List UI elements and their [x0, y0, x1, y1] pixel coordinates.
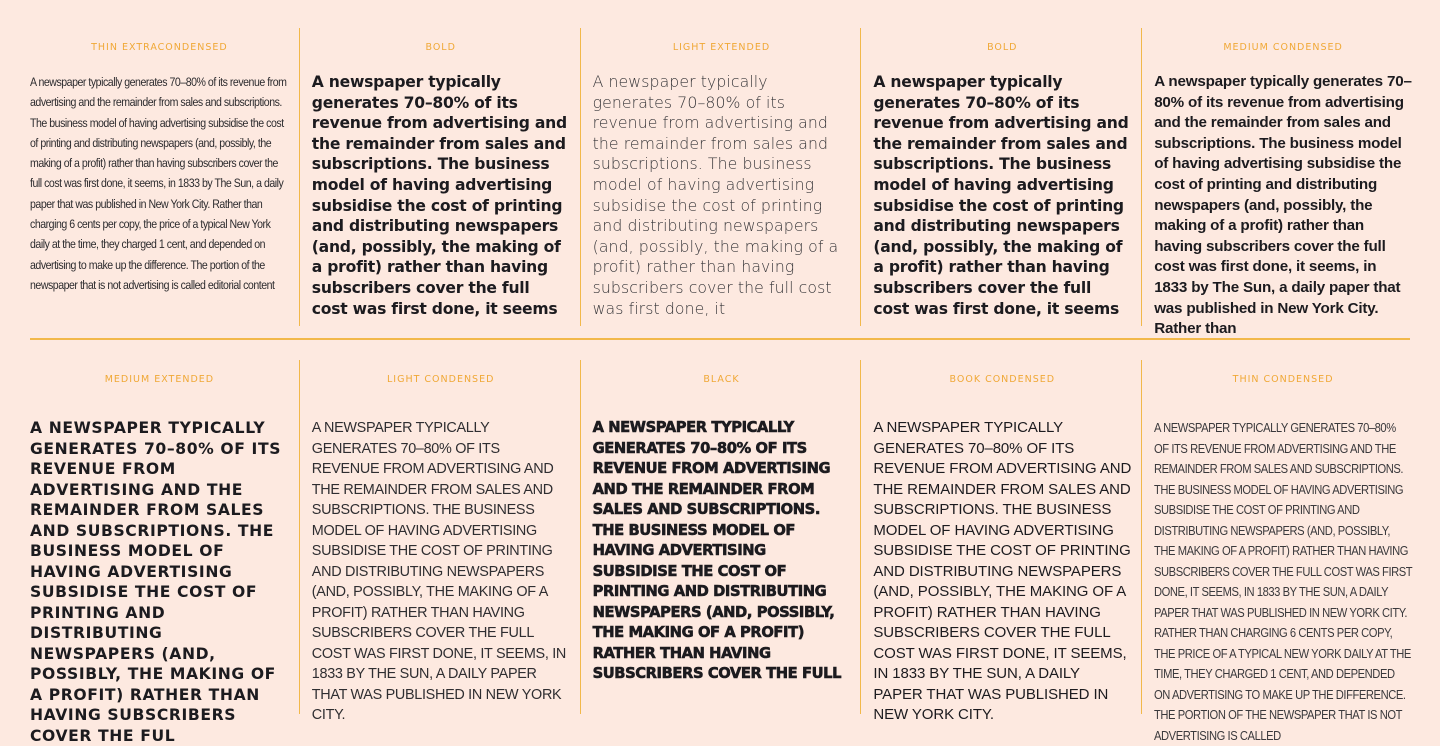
- style-label: BOLD: [425, 42, 456, 53]
- specimen-medium-condensed: [1141, 28, 1422, 338]
- style-label: THIN EXTRACONDENSED: [91, 42, 228, 53]
- style-label: MEDIUM CONDENSED: [1223, 42, 1343, 53]
- specimen-bold-2: [860, 28, 1141, 326]
- specimen-thin-extracondensed: [18, 28, 299, 326]
- specimen-book-condensed: [860, 360, 1141, 723]
- style-label: BOLD: [987, 42, 1018, 53]
- specimen-black: [580, 360, 861, 714]
- style-label: LIGHT CONDENSED: [386, 374, 495, 385]
- sample-text: A newspaper typically generates 70–80% of its revenue from advertising and the remainder from sales and subscriptions. The business model of having advertising subsidise the cost of printing and distributing newspapers (and, possibly, the making of a profit) rather than having subscribers cover the full cost was first done, it seems: [311, 73, 567, 318]
- specimen-row-bottom: [18, 360, 1422, 745]
- sample-text: A newspaper typically generates 70–80% of its revenue from advertising and the remainder from sales and subscriptions. The business model of having advertising subsidise the cost of printing and distributing newspapers (and, possibly, the making of a profit) rather than having subscribers cover the full cost was first done, it seems, in 1833 by The Sun, a daily paper that was published in New York City. Rather than: [1154, 73, 1412, 338]
- sample-text: A NEWSPAPER TYPICALLY GENERATES 70–80% OF ITS REVENUE FROM ADVERTISING AND THE REMAINDER FROM SALES AND SUBSCRIPTIONS. THE BUSINESS MODEL OF HAVING ADVERTISING SUBSIDISE THE COST OF PRINTING AND DISTRIBUTING NEWSPAPERS (AND, POSSIBLY, THE MAKING OF A PROFIT) RATHER THAN HAVING SUBSCRIBERS COVER THE FULL COST WAS FIRST DONE, IT SEEMS, IN 1833 BY THE SUN, A DAILY PAPER THAT WAS PUBLISHED IN NEW YORK CITY.: [311, 420, 567, 723]
- style-label: LIGHT EXTENDED: [672, 42, 771, 53]
- sample-text: A newspaper typically generates 70–80% of its revenue from advertising and the remainder from sales and subscriptions. The business model of having advertising subsidise the cost of printing and distributing newspapers (and, possibly, the making of a profit) rather than having subscribers cover the full cost was first done, it seems, in 1833 by The Sun, a daily paper that was published in New York City. Rather than charging 6 cents per copy, the price of a typical New York daily at the time, they charged 1 cent, and depended on advertising to make up the difference. The portion of the newspaper that is not advertising is called editorial content: [30, 75, 287, 292]
- specimen-medium-extended: [18, 360, 299, 745]
- specimen-row-top: [18, 28, 1422, 338]
- sample-text: A newspaper typically generates 70–80% of its revenue from advertising and the remainder from sales and subscriptions. The business model of having advertising subsidise the cost of printing and distributing newspapers (and, possibly, the making of a profit) rather than having subscribers cover the full cost was first done, it seems: [873, 73, 1129, 318]
- style-label: MEDIUM EXTENDED: [104, 374, 215, 385]
- style-label: BLACK: [703, 374, 740, 385]
- sample-text: A NEWSPAPER TYPICALLY GENERATES 70–80% OF ITS REVENUE FROM ADVERTISING AND THE REMAINDER FROM SALES AND SUBSCRIPTIONS. THE BUSINESS MODEL OF HAVING ADVERTISING SUBSIDISE THE COST OF PRINTING AND DISTRIBUTING NEWSPAPERS (AND, POSSIBLY, THE MAKING OF A PROFIT) RATHER THAN HAVING SUBSCRIBERS COVER THE FULL COST WAS FIRST DONE, IT SEEMS, IN 1833 BY THE SUN, A DAILY PAPER THAT WAS PUBLISHED IN NEW YORK CITY. RATHER THAN CHARGING 6 CENTS PER COPY, THE PRICE OF A TYPICAL NEW YORK DAILY AT THE TIME, THEY CHARGED 1 CENT, AND DEPENDED ON ADVERTISING TO MAKE UP THE DIFFERENCE. THE PORTION OF THE NEWSPAPER THAT IS NOT ADVERTISING IS CALLED: [1154, 420, 1413, 743]
- sample-text: A NEWSPAPER TYPICALLY GENERATES 70–80% OF ITS REVENUE FROM ADVERTISING AND THE REMAINDER FROM SALES AND SUBSCRIPTIONS. THE BUSINESS MODEL OF HAVING ADVERTISING SUBSIDISE THE COST OF PRINTING AND DISTRIBUTING NEWSPAPERS (AND, POSSIBLY, THE MAKING OF A PROFIT) RATHER THAN HAVING SUBSCRIBERS COVER THE FUL: [30, 419, 282, 745]
- type-specimen-grid: [18, 28, 1422, 745]
- specimen-light-extended: [580, 28, 861, 326]
- sample-text: A NEWSPAPER TYPICALLY GENERATES 70–80% OF ITS REVENUE FROM ADVERTISING AND THE REMAINDER FROM SALES AND SUBSCRIPTIONS. THE BUSINESS MODEL OF HAVING ADVERTISING SUBSIDISE THE COST OF PRINTING AND DISTRIBUTING NEWSPAPERS (AND, POSSIBLY, THE MAKING OF A PROFIT) RATHER THAN HAVING SUBSCRIBERS COVER THE FULL COST WAS FIRST DONE, IT SEEMS, IN 1833 BY THE SUN, A DAILY PAPER THAT WAS PUBLISHED IN NEW YORK CITY.: [873, 419, 1132, 723]
- specimen-bold: [299, 28, 580, 326]
- style-label: THIN CONDENSED: [1232, 374, 1334, 385]
- style-label: BOOK CONDENSED: [949, 374, 1056, 385]
- sample-text: A NEWSPAPER TYPICALLY GENERATES 70–80% OF ITS REVENUE FROM ADVERTISING AND THE REMAINDER FROM SALES AND SUBSCRIPTIONS. THE BUSINESS MODEL OF HAVING ADVERTISING SUBSIDISE THE COST OF PRINTING AND DISTRIBUTING NEWSPAPERS (AND, POSSIBLY, THE MAKING OF A PROFIT) RATHER THAN HAVING SUBSCRIBERS COVER THE FULL: [592, 419, 842, 682]
- sample-text: A newspaper typically generates 70–80% of its revenue from advertising and the remainder from sales and subscriptions. The business model of having advertising subsidise the cost of printing and distributing newspapers (and, possibly, the making of a profit) rather than having subscribers cover the full cost was first done, it: [592, 72, 839, 318]
- specimen-thin-condensed: [1141, 360, 1422, 743]
- specimen-light-condensed: [299, 360, 580, 723]
